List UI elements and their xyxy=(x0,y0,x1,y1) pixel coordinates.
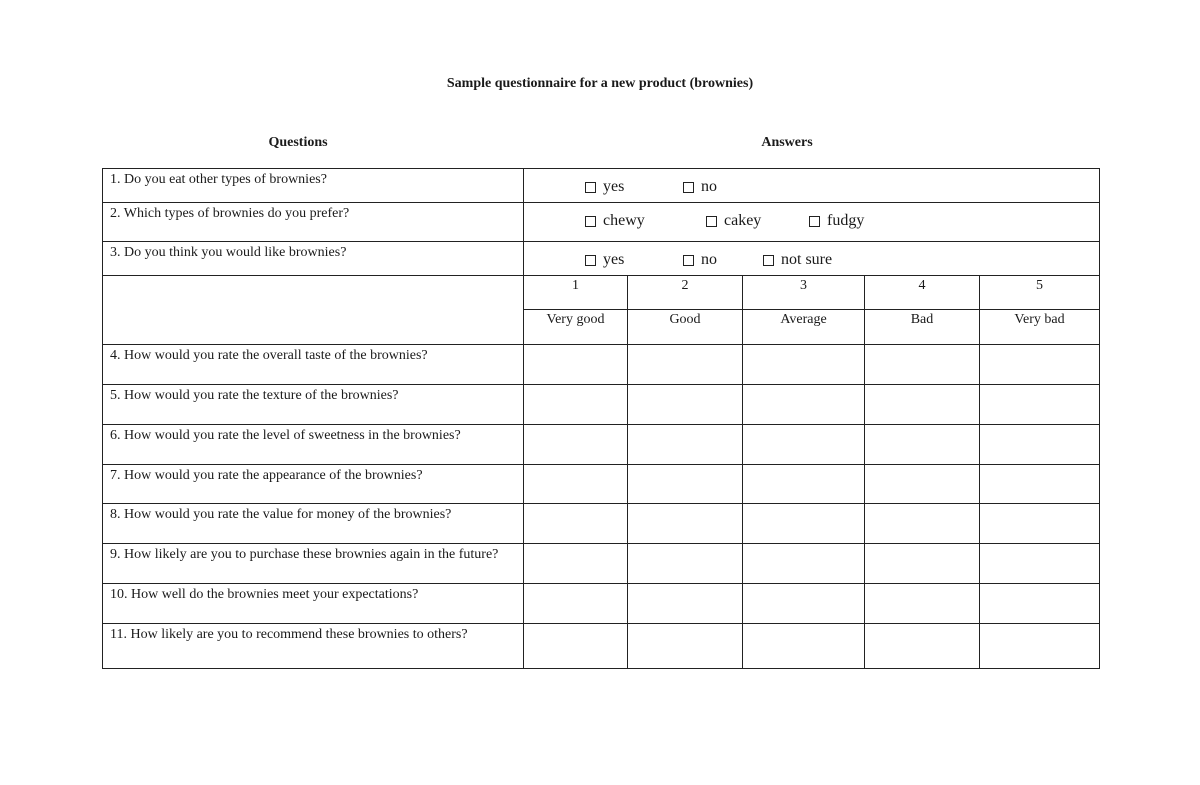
option-label: yes xyxy=(603,178,625,195)
rating-scale-numbers-row xyxy=(103,276,1100,310)
rating-cell-1[interactable] xyxy=(524,465,628,504)
rating-cell-2[interactable] xyxy=(628,465,743,504)
rating-cell-5[interactable] xyxy=(980,385,1100,425)
rating-cell-4[interactable] xyxy=(865,544,980,584)
rating-cell-3[interactable] xyxy=(743,584,865,624)
option-yes[interactable] xyxy=(585,251,683,269)
rating-cell-5[interactable] xyxy=(980,345,1100,385)
rating-cell-1[interactable] xyxy=(524,624,628,669)
checkbox-icon[interactable] xyxy=(809,216,820,227)
checkbox-icon[interactable] xyxy=(585,255,596,266)
rating-row-10 xyxy=(103,584,1100,624)
question-text: 2. Which types of brownies do you prefer? xyxy=(103,203,524,242)
rating-cell-5[interactable] xyxy=(980,465,1100,504)
answers-column-header: Answers xyxy=(761,135,813,150)
option-label: chewy xyxy=(603,212,645,229)
option-no[interactable] xyxy=(683,251,763,269)
question-row-3 xyxy=(103,242,1100,276)
rating-cell-2[interactable] xyxy=(628,345,743,385)
rating-cell-5[interactable] xyxy=(980,544,1100,584)
answer-options xyxy=(524,169,1100,203)
rating-cell-2[interactable] xyxy=(628,544,743,584)
rating-label: Bad xyxy=(865,310,980,345)
question-text: 5. How would you rate the texture of the brownies? xyxy=(103,385,524,425)
rating-cell-5[interactable] xyxy=(980,584,1100,624)
questions-column-header: Questions xyxy=(268,135,328,150)
rating-row-5 xyxy=(103,385,1100,425)
rating-cell-4[interactable] xyxy=(865,584,980,624)
rating-cell-4[interactable] xyxy=(865,465,980,504)
rating-cell-1[interactable] xyxy=(524,385,628,425)
rating-number: 4 xyxy=(865,276,980,310)
question-text: 10. How well do the brownies meet your expectations? xyxy=(103,584,524,624)
option-label: no xyxy=(701,178,717,195)
answer-options xyxy=(524,242,1100,276)
option-yes[interactable] xyxy=(585,178,683,196)
rating-cell-3[interactable] xyxy=(743,624,865,669)
rating-row-6 xyxy=(103,425,1100,465)
question-text: 11. How likely are you to recommend these brownies to others? xyxy=(103,624,524,669)
question-row-2 xyxy=(103,203,1100,242)
rating-row-11 xyxy=(103,624,1100,669)
rating-cell-2[interactable] xyxy=(628,425,743,465)
rating-cell-4[interactable] xyxy=(865,385,980,425)
option-chewy[interactable] xyxy=(585,212,706,230)
rating-cell-3[interactable] xyxy=(743,425,865,465)
rating-cell-3[interactable] xyxy=(743,504,865,544)
question-text: 8. How would you rate the value for money of the brownies? xyxy=(103,504,524,544)
rating-cell-3[interactable] xyxy=(743,544,865,584)
rating-label: Average xyxy=(743,310,865,345)
question-text: 1. Do you eat other types of brownies? xyxy=(103,169,524,203)
rating-cell-2[interactable] xyxy=(628,504,743,544)
rating-cell-3[interactable] xyxy=(743,345,865,385)
question-text: 3. Do you think you would like brownies? xyxy=(103,242,524,276)
rating-row-7 xyxy=(103,465,1100,504)
option-label: not sure xyxy=(781,251,833,268)
rating-cell-2[interactable] xyxy=(628,624,743,669)
checkbox-icon[interactable] xyxy=(683,255,694,266)
rating-cell-5[interactable] xyxy=(980,504,1100,544)
rating-cell-1[interactable] xyxy=(524,584,628,624)
rating-cell-4[interactable] xyxy=(865,624,980,669)
answer-options xyxy=(524,203,1100,242)
rating-label: Very good xyxy=(524,310,628,345)
rating-number: 5 xyxy=(980,276,1100,310)
rating-cell-1[interactable] xyxy=(524,504,628,544)
question-text: 4. How would you rate the overall taste of the brownies? xyxy=(103,345,524,385)
rating-number: 2 xyxy=(628,276,743,310)
checkbox-icon[interactable] xyxy=(585,182,596,193)
rating-cell-2[interactable] xyxy=(628,584,743,624)
rating-cell-1[interactable] xyxy=(524,345,628,385)
checkbox-icon[interactable] xyxy=(585,216,596,227)
rating-number: 3 xyxy=(743,276,865,310)
option-label: fudgy xyxy=(827,212,865,229)
option-label: no xyxy=(701,251,717,268)
option-fudgy[interactable] xyxy=(809,212,864,230)
question-text: 6. How would you rate the level of sweetness in the brownies? xyxy=(103,425,524,465)
questionnaire-table xyxy=(102,168,1100,669)
rating-cell-1[interactable] xyxy=(524,544,628,584)
option-cakey[interactable] xyxy=(706,212,809,230)
question-row-1 xyxy=(103,169,1100,203)
question-text: 9. How likely are you to purchase these brownies again in the future? xyxy=(103,544,524,584)
option-no[interactable] xyxy=(683,178,717,196)
rating-cell-4[interactable] xyxy=(865,504,980,544)
rating-row-9 xyxy=(103,544,1100,584)
rating-number: 1 xyxy=(524,276,628,310)
rating-cell-4[interactable] xyxy=(865,345,980,385)
rating-row-8 xyxy=(103,504,1100,544)
rating-label: Good xyxy=(628,310,743,345)
rating-cell-5[interactable] xyxy=(980,624,1100,669)
option-label: yes xyxy=(603,251,625,268)
page-title: Sample questionnaire for a new product (brownies) xyxy=(446,76,754,91)
option-not-sure[interactable] xyxy=(763,251,832,269)
rating-header-blank xyxy=(103,276,524,345)
rating-cell-2[interactable] xyxy=(628,385,743,425)
rating-cell-5[interactable] xyxy=(980,425,1100,465)
rating-row-4 xyxy=(103,345,1100,385)
rating-label: Very bad xyxy=(980,310,1100,345)
rating-cell-4[interactable] xyxy=(865,425,980,465)
rating-cell-1[interactable] xyxy=(524,425,628,465)
checkbox-icon[interactable] xyxy=(706,216,717,227)
checkbox-icon[interactable] xyxy=(683,182,694,193)
option-label: cakey xyxy=(724,212,762,229)
rating-cell-3[interactable] xyxy=(743,385,865,425)
checkbox-icon[interactable] xyxy=(763,255,774,266)
question-text: 7. How would you rate the appearance of the brownies? xyxy=(103,465,524,504)
rating-cell-3[interactable] xyxy=(743,465,865,504)
